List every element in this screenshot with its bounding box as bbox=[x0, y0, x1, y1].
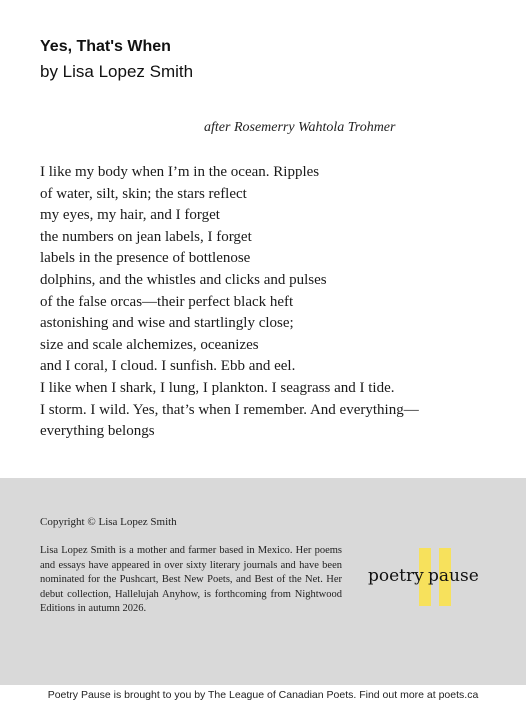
poem-line: labels in the presence of bottlenose bbox=[40, 250, 251, 267]
poem-line: my eyes, my hair, and I forget bbox=[40, 207, 220, 224]
poem-line: I storm. I wild. Yes, that’s when I remember. And everything— bbox=[40, 401, 419, 418]
poem-line: everything belongs bbox=[40, 423, 155, 440]
logo-word-pause: pause bbox=[428, 566, 479, 586]
poetry-pause-logo bbox=[368, 548, 478, 608]
poem-epigraph: after Rosemerry Wahtola Trohmer bbox=[204, 120, 396, 135]
footer-credit: Poetry Pause is brought to you by The League of Canadian Poets. Find out more at poets.ca bbox=[0, 685, 526, 707]
poem-line: size and scale alchemizes, oceanizes bbox=[40, 336, 259, 353]
author-bio: Lisa Lopez Smith is a mother and farmer based in Mexico. Her poems and essays have appeared in over sixty literary journals and have been nominated for the Pushcart, Best New Poets, and Best of the Net. Her debut collection, Hallelujah Anyhow, is forthcoming from Nightwood Editions in autumn 2026. bbox=[40, 545, 342, 614]
poem-author: by Lisa Lopez Smith bbox=[40, 62, 194, 81]
poem-line: of the false orcas—their perfect black heft bbox=[40, 293, 294, 310]
poem-line: I like when I shark, I lung, I plankton. I seagrass and I tide. bbox=[40, 379, 395, 396]
poem-line: I like my body when I’m in the ocean. Ripples bbox=[40, 164, 320, 180]
copyright-text: Copyright © Lisa Lopez Smith bbox=[40, 516, 177, 528]
poem-title: Yes, That's When bbox=[40, 38, 171, 55]
poem-line: the numbers on jean labels, I forget bbox=[40, 228, 252, 245]
info-panel bbox=[0, 478, 526, 685]
logo-word-poetry: poetry bbox=[368, 566, 424, 586]
poem-line: of water, silt, skin; the stars reflect bbox=[40, 185, 247, 202]
poem-line: and I coral, I cloud. I sunfish. Ebb and eel. bbox=[40, 358, 296, 375]
poem-body bbox=[40, 162, 510, 443]
poem-line: dolphins, and the whistles and clicks and pulses bbox=[40, 271, 327, 288]
poem-line: astonishing and wise and startlingly close; bbox=[40, 315, 294, 332]
